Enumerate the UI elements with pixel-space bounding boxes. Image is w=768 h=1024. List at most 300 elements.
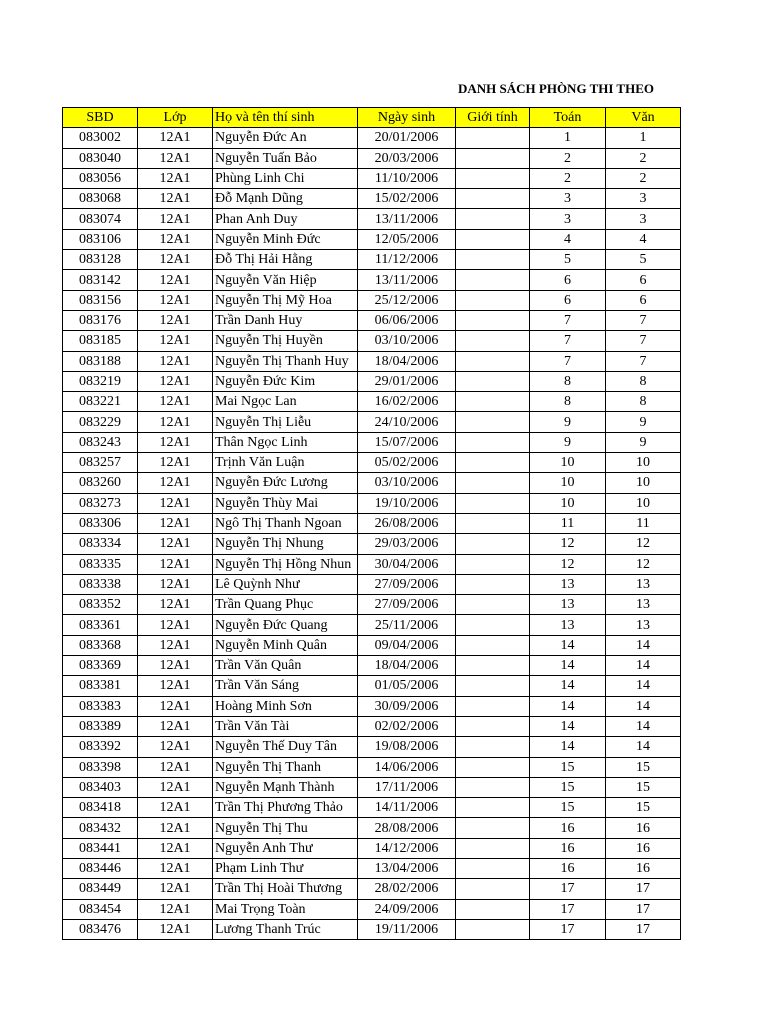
cell-birth-date: 12/05/2006 (358, 229, 456, 249)
cell-math: 16 (530, 858, 606, 878)
cell-class: 12A1 (138, 250, 213, 270)
table-row (63, 534, 681, 554)
cell-class: 12A1 (138, 595, 213, 615)
cell-literature: 3 (606, 209, 681, 229)
cell-math: 15 (530, 798, 606, 818)
cell-math: 10 (530, 493, 606, 513)
cell-birth-date: 01/05/2006 (358, 676, 456, 696)
cell-math: 4 (530, 229, 606, 249)
cell-birth-date: 15/07/2006 (358, 432, 456, 452)
table-row (63, 270, 681, 290)
cell-class: 12A1 (138, 656, 213, 676)
cell-sbd: 083352 (63, 595, 138, 615)
cell-class: 12A1 (138, 757, 213, 777)
cell-class: 12A1 (138, 635, 213, 655)
cell-literature: 14 (606, 635, 681, 655)
cell-gender (456, 310, 530, 330)
cell-sbd: 083389 (63, 716, 138, 736)
cell-gender (456, 331, 530, 351)
cell-birth-date: 05/02/2006 (358, 453, 456, 473)
table-row (63, 858, 681, 878)
cell-gender (456, 250, 530, 270)
cell-literature: 17 (606, 919, 681, 939)
cell-birth-date: 27/09/2006 (358, 574, 456, 594)
cell-gender (456, 128, 530, 148)
cell-birth-date: 29/03/2006 (358, 534, 456, 554)
cell-literature: 10 (606, 493, 681, 513)
exam-room-table (62, 107, 681, 940)
cell-math: 14 (530, 737, 606, 757)
table-row (63, 716, 681, 736)
cell-class: 12A1 (138, 838, 213, 858)
table-body (63, 128, 681, 940)
table-row (63, 371, 681, 391)
cell-math: 8 (530, 392, 606, 412)
table-row (63, 128, 681, 148)
cell-full-name: Nguyễn Đức Kim (213, 371, 358, 391)
cell-literature: 15 (606, 777, 681, 797)
cell-full-name: Nguyễn Tuấn Bảo (213, 148, 358, 168)
cell-birth-date: 09/04/2006 (358, 635, 456, 655)
cell-math: 5 (530, 250, 606, 270)
cell-gender (456, 432, 530, 452)
cell-gender (456, 818, 530, 838)
cell-full-name: Ngô Thị Thanh Ngoan (213, 513, 358, 533)
cell-sbd: 083338 (63, 574, 138, 594)
cell-math: 14 (530, 656, 606, 676)
table-row (63, 189, 681, 209)
cell-gender (456, 351, 530, 371)
cell-math: 13 (530, 574, 606, 594)
cell-birth-date: 18/04/2006 (358, 351, 456, 371)
cell-class: 12A1 (138, 432, 213, 452)
cell-literature: 5 (606, 250, 681, 270)
cell-full-name: Trần Danh Huy (213, 310, 358, 330)
cell-sbd: 083449 (63, 879, 138, 899)
cell-math: 17 (530, 879, 606, 899)
cell-math: 1 (530, 128, 606, 148)
cell-full-name: Trần Thị Hoài Thương (213, 879, 358, 899)
cell-literature: 15 (606, 798, 681, 818)
cell-literature: 15 (606, 757, 681, 777)
cell-birth-date: 28/08/2006 (358, 818, 456, 838)
table-row (63, 554, 681, 574)
cell-math: 12 (530, 534, 606, 554)
cell-full-name: Phạm Linh Thư (213, 858, 358, 878)
cell-class: 12A1 (138, 453, 213, 473)
cell-birth-date: 14/12/2006 (358, 838, 456, 858)
cell-literature: 14 (606, 716, 681, 736)
cell-birth-date: 14/11/2006 (358, 798, 456, 818)
cell-sbd: 083176 (63, 310, 138, 330)
cell-full-name: Phùng Linh Chi (213, 168, 358, 188)
cell-gender (456, 838, 530, 858)
table-row (63, 615, 681, 635)
cell-class: 12A1 (138, 412, 213, 432)
cell-gender (456, 919, 530, 939)
cell-full-name: Trần Quang Phục (213, 595, 358, 615)
cell-sbd: 083068 (63, 189, 138, 209)
cell-math: 3 (530, 209, 606, 229)
cell-gender (456, 453, 530, 473)
cell-class: 12A1 (138, 209, 213, 229)
table-row (63, 635, 681, 655)
cell-literature: 11 (606, 513, 681, 533)
cell-literature: 14 (606, 696, 681, 716)
table-row (63, 676, 681, 696)
cell-class: 12A1 (138, 168, 213, 188)
cell-sbd: 083392 (63, 737, 138, 757)
cell-class: 12A1 (138, 858, 213, 878)
cell-gender (456, 676, 530, 696)
cell-birth-date: 18/04/2006 (358, 656, 456, 676)
cell-birth-date: 19/08/2006 (358, 737, 456, 757)
cell-full-name: Nguyễn Thị Hồng Nhun (213, 554, 358, 574)
header-class: Lớp (138, 108, 213, 128)
cell-gender (456, 473, 530, 493)
cell-literature: 14 (606, 676, 681, 696)
header-math: Toán (530, 108, 606, 128)
cell-full-name: Nguyễn Thế Duy Tân (213, 737, 358, 757)
cell-gender (456, 656, 530, 676)
cell-sbd: 083188 (63, 351, 138, 371)
cell-class: 12A1 (138, 310, 213, 330)
cell-gender (456, 209, 530, 229)
cell-gender (456, 858, 530, 878)
cell-class: 12A1 (138, 676, 213, 696)
cell-class: 12A1 (138, 919, 213, 939)
table-row (63, 737, 681, 757)
cell-sbd: 083074 (63, 209, 138, 229)
table-row (63, 493, 681, 513)
cell-birth-date: 29/01/2006 (358, 371, 456, 391)
cell-gender (456, 148, 530, 168)
cell-sbd: 083185 (63, 331, 138, 351)
cell-literature: 4 (606, 229, 681, 249)
cell-full-name: Lương Thanh Trúc (213, 919, 358, 939)
cell-class: 12A1 (138, 351, 213, 371)
cell-gender (456, 392, 530, 412)
cell-gender (456, 534, 530, 554)
cell-sbd: 083418 (63, 798, 138, 818)
cell-class: 12A1 (138, 818, 213, 838)
cell-class: 12A1 (138, 189, 213, 209)
table-row (63, 392, 681, 412)
cell-birth-date: 13/04/2006 (358, 858, 456, 878)
cell-full-name: Trần Văn Quân (213, 656, 358, 676)
cell-literature: 12 (606, 554, 681, 574)
cell-literature: 17 (606, 879, 681, 899)
cell-class: 12A1 (138, 371, 213, 391)
cell-gender (456, 595, 530, 615)
cell-sbd: 083273 (63, 493, 138, 513)
cell-class: 12A1 (138, 473, 213, 493)
cell-sbd: 083106 (63, 229, 138, 249)
cell-sbd: 083476 (63, 919, 138, 939)
cell-full-name: Nguyễn Đức Quang (213, 615, 358, 635)
cell-class: 12A1 (138, 615, 213, 635)
table-row (63, 148, 681, 168)
cell-math: 3 (530, 189, 606, 209)
cell-birth-date: 20/01/2006 (358, 128, 456, 148)
cell-sbd: 083156 (63, 290, 138, 310)
table-row (63, 879, 681, 899)
cell-literature: 8 (606, 371, 681, 391)
cell-literature: 12 (606, 534, 681, 554)
cell-full-name: Nguyễn Văn Hiệp (213, 270, 358, 290)
cell-literature: 16 (606, 838, 681, 858)
table-row (63, 838, 681, 858)
cell-sbd: 083056 (63, 168, 138, 188)
cell-literature: 9 (606, 412, 681, 432)
cell-literature: 7 (606, 331, 681, 351)
cell-full-name: Lê Quỳnh Như (213, 574, 358, 594)
cell-math: 2 (530, 168, 606, 188)
cell-full-name: Nguyễn Thị Nhung (213, 534, 358, 554)
table-row (63, 453, 681, 473)
cell-birth-date: 25/11/2006 (358, 615, 456, 635)
cell-sbd: 083221 (63, 392, 138, 412)
cell-math: 17 (530, 919, 606, 939)
cell-literature: 9 (606, 432, 681, 452)
cell-math: 7 (530, 331, 606, 351)
cell-literature: 16 (606, 818, 681, 838)
table-row (63, 310, 681, 330)
cell-gender (456, 716, 530, 736)
cell-literature: 13 (606, 615, 681, 635)
cell-gender (456, 777, 530, 797)
cell-sbd: 083454 (63, 899, 138, 919)
cell-full-name: Phan Anh Duy (213, 209, 358, 229)
cell-math: 12 (530, 554, 606, 574)
table-row (63, 290, 681, 310)
cell-gender (456, 412, 530, 432)
table-row (63, 818, 681, 838)
cell-full-name: Nguyễn Thùy Mai (213, 493, 358, 513)
cell-class: 12A1 (138, 229, 213, 249)
cell-gender (456, 899, 530, 919)
header-gender: Giới tính (456, 108, 530, 128)
cell-literature: 13 (606, 574, 681, 594)
cell-gender (456, 554, 530, 574)
cell-full-name: Nguyễn Thị Liễu (213, 412, 358, 432)
cell-birth-date: 30/09/2006 (358, 696, 456, 716)
cell-math: 2 (530, 148, 606, 168)
cell-literature: 2 (606, 148, 681, 168)
cell-birth-date: 19/11/2006 (358, 919, 456, 939)
cell-sbd: 083381 (63, 676, 138, 696)
cell-sbd: 083306 (63, 513, 138, 533)
table-row (63, 250, 681, 270)
cell-full-name: Mai Trọng Toàn (213, 899, 358, 919)
cell-math: 8 (530, 371, 606, 391)
table-row (63, 777, 681, 797)
cell-class: 12A1 (138, 777, 213, 797)
cell-class: 12A1 (138, 128, 213, 148)
cell-full-name: Nguyễn Anh Thư (213, 838, 358, 858)
cell-class: 12A1 (138, 696, 213, 716)
cell-literature: 17 (606, 899, 681, 919)
table-row (63, 229, 681, 249)
cell-sbd: 083142 (63, 270, 138, 290)
cell-gender (456, 290, 530, 310)
cell-birth-date: 11/12/2006 (358, 250, 456, 270)
cell-birth-date: 19/10/2006 (358, 493, 456, 513)
cell-birth-date: 27/09/2006 (358, 595, 456, 615)
cell-math: 7 (530, 310, 606, 330)
cell-gender (456, 189, 530, 209)
cell-class: 12A1 (138, 879, 213, 899)
table-row (63, 798, 681, 818)
cell-birth-date: 16/02/2006 (358, 392, 456, 412)
cell-birth-date: 11/10/2006 (358, 168, 456, 188)
cell-full-name: Nguyễn Minh Quân (213, 635, 358, 655)
cell-full-name: Mai Ngọc Lan (213, 392, 358, 412)
cell-birth-date: 25/12/2006 (358, 290, 456, 310)
cell-full-name: Trần Thị Phương Thảo (213, 798, 358, 818)
table-row (63, 412, 681, 432)
cell-class: 12A1 (138, 290, 213, 310)
cell-birth-date: 24/09/2006 (358, 899, 456, 919)
cell-sbd: 083361 (63, 615, 138, 635)
table-row (63, 696, 681, 716)
cell-sbd: 083219 (63, 371, 138, 391)
cell-sbd: 083257 (63, 453, 138, 473)
cell-birth-date: 02/02/2006 (358, 716, 456, 736)
cell-birth-date: 26/08/2006 (358, 513, 456, 533)
table-row (63, 513, 681, 533)
cell-full-name: Nguyễn Mạnh Thành (213, 777, 358, 797)
cell-math: 17 (530, 899, 606, 919)
cell-birth-date: 13/11/2006 (358, 270, 456, 290)
cell-literature: 13 (606, 595, 681, 615)
cell-math: 14 (530, 716, 606, 736)
cell-gender (456, 513, 530, 533)
cell-literature: 6 (606, 290, 681, 310)
cell-birth-date: 30/04/2006 (358, 554, 456, 574)
cell-birth-date: 28/02/2006 (358, 879, 456, 899)
cell-math: 14 (530, 696, 606, 716)
cell-full-name: Nguyễn Thị Thanh (213, 757, 358, 777)
cell-gender (456, 798, 530, 818)
cell-class: 12A1 (138, 737, 213, 757)
cell-math: 14 (530, 676, 606, 696)
cell-sbd: 083441 (63, 838, 138, 858)
cell-full-name: Nguyễn Thị Huyền (213, 331, 358, 351)
cell-math: 16 (530, 818, 606, 838)
cell-gender (456, 229, 530, 249)
cell-literature: 16 (606, 858, 681, 878)
cell-full-name: Trịnh Văn Luận (213, 453, 358, 473)
cell-literature: 14 (606, 656, 681, 676)
cell-full-name: Nguyễn Thị Mỹ Hoa (213, 290, 358, 310)
table-row (63, 351, 681, 371)
cell-full-name: Nguyễn Đức An (213, 128, 358, 148)
cell-gender (456, 635, 530, 655)
cell-literature: 3 (606, 189, 681, 209)
cell-math: 15 (530, 757, 606, 777)
cell-literature: 8 (606, 392, 681, 412)
cell-sbd: 083128 (63, 250, 138, 270)
cell-birth-date: 15/02/2006 (358, 189, 456, 209)
table-row (63, 919, 681, 939)
cell-full-name: Nguyễn Thị Thu (213, 818, 358, 838)
table-row (63, 595, 681, 615)
header-literature: Văn (606, 108, 681, 128)
cell-birth-date: 24/10/2006 (358, 412, 456, 432)
header-full-name: Họ và tên thí sinh (213, 108, 358, 128)
cell-literature: 6 (606, 270, 681, 290)
cell-birth-date: 17/11/2006 (358, 777, 456, 797)
cell-gender (456, 270, 530, 290)
cell-math: 6 (530, 290, 606, 310)
cell-literature: 14 (606, 737, 681, 757)
cell-full-name: Thân Ngọc Linh (213, 432, 358, 452)
cell-literature: 7 (606, 351, 681, 371)
cell-sbd: 083040 (63, 148, 138, 168)
cell-math: 11 (530, 513, 606, 533)
cell-sbd: 083446 (63, 858, 138, 878)
cell-full-name: Đỗ Thị Hải Hằng (213, 250, 358, 270)
table-row (63, 899, 681, 919)
table-row (63, 757, 681, 777)
cell-sbd: 083243 (63, 432, 138, 452)
cell-full-name: Nguyễn Thị Thanh Huy (213, 351, 358, 371)
cell-sbd: 083260 (63, 473, 138, 493)
table-row (63, 574, 681, 594)
cell-sbd: 083398 (63, 757, 138, 777)
cell-literature: 10 (606, 473, 681, 493)
cell-class: 12A1 (138, 798, 213, 818)
cell-sbd: 083335 (63, 554, 138, 574)
cell-gender (456, 168, 530, 188)
page-title: DANH SÁCH PHÒNG THI THEO (458, 81, 654, 96)
cell-class: 12A1 (138, 148, 213, 168)
table-row (63, 656, 681, 676)
cell-full-name: Nguyễn Đức Lương (213, 473, 358, 493)
cell-sbd: 083229 (63, 412, 138, 432)
cell-class: 12A1 (138, 493, 213, 513)
cell-gender (456, 615, 530, 635)
cell-class: 12A1 (138, 716, 213, 736)
cell-sbd: 083403 (63, 777, 138, 797)
cell-full-name: Hoàng Minh Sơn (213, 696, 358, 716)
cell-full-name: Nguyễn Minh Đức (213, 229, 358, 249)
cell-literature: 7 (606, 310, 681, 330)
header-birth-date: Ngày sinh (358, 108, 456, 128)
table-header-row (63, 108, 681, 128)
cell-math: 7 (530, 351, 606, 371)
cell-full-name: Trần Văn Sáng (213, 676, 358, 696)
cell-birth-date: 13/11/2006 (358, 209, 456, 229)
cell-gender (456, 737, 530, 757)
cell-math: 9 (530, 412, 606, 432)
cell-sbd: 083369 (63, 656, 138, 676)
cell-sbd: 083368 (63, 635, 138, 655)
cell-math: 6 (530, 270, 606, 290)
cell-birth-date: 20/03/2006 (358, 148, 456, 168)
cell-class: 12A1 (138, 513, 213, 533)
cell-gender (456, 493, 530, 513)
cell-sbd: 083334 (63, 534, 138, 554)
cell-gender (456, 757, 530, 777)
cell-class: 12A1 (138, 554, 213, 574)
header-sbd: SBD (63, 108, 138, 128)
cell-literature: 10 (606, 453, 681, 473)
cell-gender (456, 879, 530, 899)
table-row (63, 331, 681, 351)
cell-birth-date: 06/06/2006 (358, 310, 456, 330)
